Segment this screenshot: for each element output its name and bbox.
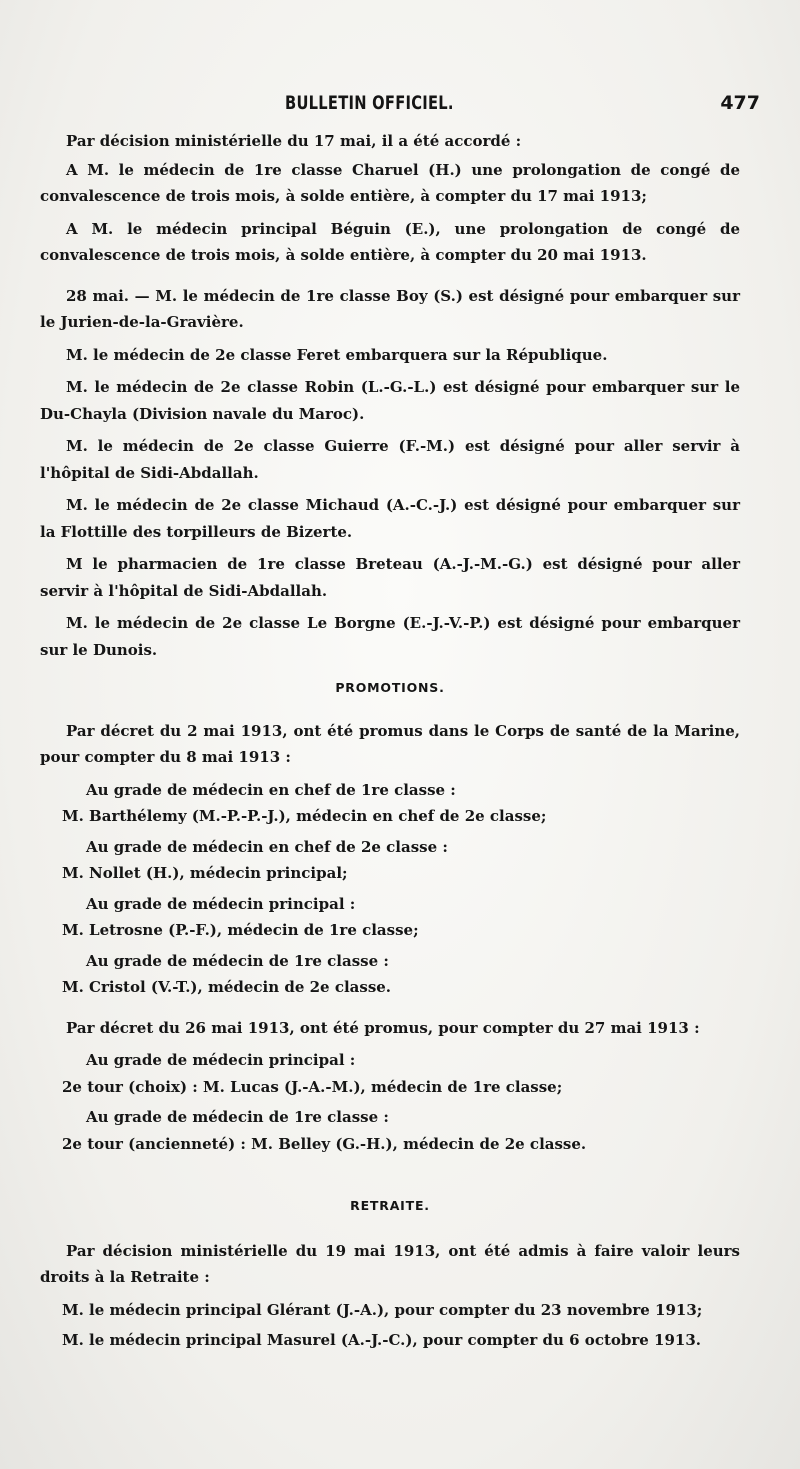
- paragraph-robin: M. le médecin de 2e classe Robin (L.-G.-L.) est désigné pour embarquer sur le Du-Chayla (Division navale du Maroc).: [40, 378, 740, 423]
- paragraph-retraite-decision: Par décision ministérielle du 19 mai 1913, ont été admis à faire valoir leurs droits à la Retraite :: [40, 1241, 740, 1286]
- promotion-entry: M. Nollet (H.), médecin principal;: [62, 864, 348, 882]
- paragraph-decree-2-mai: Par décret du 2 mai 1913, ont été promus dans le Corps de santé de la Marine, pour compter du 8 mai 1913 :: [40, 721, 740, 766]
- paragraph-beguin: A M. le médecin principal Béguin (E.), une prolongation de congé de convalescence de trois mois, à solde entière, à compter du 20 mai 1913.: [40, 219, 740, 264]
- bulletin-title: BULLETIN OFFICIEL.: [285, 92, 454, 114]
- retraite-entry: M. le médecin principal Glérant (J.-A.), pour compter du 23 novembre 1913;: [62, 1300, 703, 1319]
- retraite-entry: M. le médecin principal Masurel (A.-J.-C.), pour compter du 6 octobre 1913.: [62, 1331, 702, 1349]
- document-body: [40, 128, 740, 1358]
- grade-line: Au grade de médecin principal :: [86, 894, 356, 913]
- paragraph-decree-26-mai: Par décret du 26 mai 1913, ont été promus, pour compter du 27 mai 1913 :: [66, 1018, 700, 1037]
- paragraph-breteau: M le pharmacien de 1re classe Breteau (A.-J.-M.-G.) est désigné pour aller servir à l'hôpital de Sidi-Abdallah.: [40, 555, 740, 600]
- promotion-entry: M. Barthélemy (M.-P.-P.-J.), médecin en chef de 2e classe;: [62, 807, 547, 825]
- paragraph-feret: M. le médecin de 2e classe Feret embarquera sur la République.: [66, 345, 608, 364]
- heading-retraite: RETRAITE.: [350, 1198, 430, 1213]
- paragraph-charuel: A M. le médecin de 1re classe Charuel (H.) une prolongation de congé de convalescence de trois mois, à solde entière, à compter du 17 mai 1913;: [40, 160, 740, 205]
- promotion-entry: 2e tour (ancienneté) : M. Belley (G.-H.), médecin de 2e classe.: [62, 1134, 587, 1153]
- promotion-entry: 2e tour (choix) : M. Lucas (J.-A.-M.), médecin de 1re classe;: [62, 1077, 563, 1096]
- paragraph-boy: 28 mai. — M. le médecin de 1re classe Boy (S.) est désigné pour embarquer sur le Jurien-de-la-Gravière.: [40, 286, 740, 331]
- paragraph-guierre: M. le médecin de 2e classe Guierre (F.-M.) est désigné pour aller servir à l'hôpital de Sidi-Abdallah.: [40, 437, 740, 482]
- grade-line: Au grade de médecin de 1re classe :: [86, 951, 389, 970]
- paragraph-michaud: M. le médecin de 2e classe Michaud (A.-C.-J.) est désigné pour embarquer sur la Flottille des torpilleurs de Bizerte.: [40, 496, 740, 541]
- promotion-entry: M. Letrosne (P.-F.), médecin de 1re classe;: [62, 921, 419, 939]
- paragraph-le-borgne: M. le médecin de 2e classe Le Borgne (E.-J.-V.-P.) est désigné pour embarquer sur le Dunois.: [40, 614, 740, 659]
- heading-promotions: PROMOTIONS.: [335, 680, 445, 695]
- grade-line: Au grade de médecin principal :: [86, 1051, 356, 1069]
- grade-line: Au grade de médecin de 1re classe :: [86, 1108, 389, 1126]
- page-number: 477: [720, 92, 760, 114]
- paragraph-decision-intro: Par décision ministérielle du 17 mai, il a été accordé :: [66, 132, 522, 150]
- grade-line: Au grade de médecin en chef de 1re classe :: [86, 780, 456, 799]
- promotion-entry: M. Cristol (V.-T.), médecin de 2e classe.: [62, 978, 392, 996]
- running-header: [40, 92, 760, 122]
- grade-line: Au grade de médecin en chef de 2e classe :: [86, 837, 448, 856]
